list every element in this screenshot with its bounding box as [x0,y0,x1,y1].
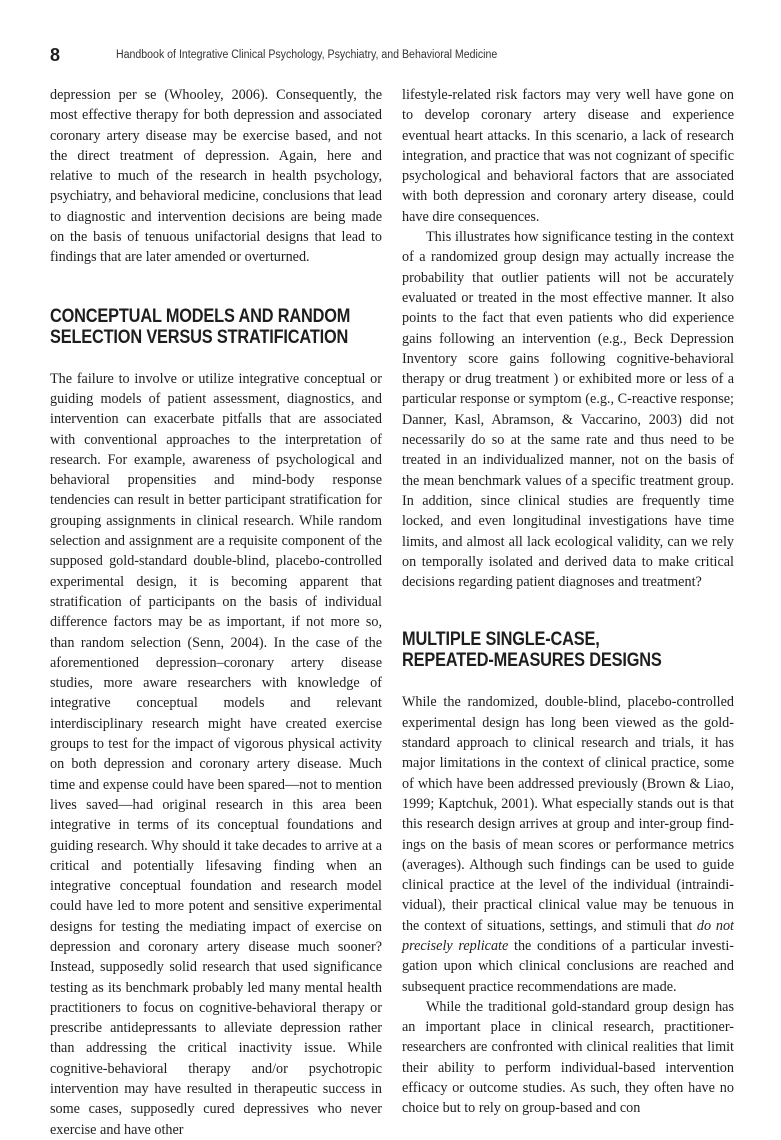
right-column [402,85,734,1119]
heading-line: SELECTION VERSUS STRATIFICATION [50,326,349,348]
running-head: Handbook of Integrative Clinical Psychology, Psychiatry, and Behavioral Medicine [116,49,498,61]
body-paragraph: depression per se (Whooley, 2006). Consequently, the most effective therapy for both depression and associated coronary artery disease may be exercise based, and not the direct treatment of depression. Again, here and relative to much of the research in health psychology, psychiatry, and behavioral medicine, conclusions that lead to diagnostic and intervention decisions are being made on the basis of tenuous unifactorial designs that lead to findings that are later amended or overturned. [50,87,382,266]
body-paragraph: lifestyle-related risk factors may very well have gone on to develop coronary artery disease and experience eventual heart attacks. In this scenario, a lack of research integration, and practice that was not cognizant of specific psychological and behavioral factors that are associated with both depression and coronary artery disease, could have dire consequences. [402,87,734,225]
paragraph-text: the conditions of a particular investigation upon which clinical conclusions are reached and subsequent practice recommendations are made. [402,937,734,995]
section-heading-multiple-single-case [402,629,737,671]
emphasized-text: do not precisely replicate [402,917,734,954]
heading-line: REPEATED-MEASURES DESIGNS [402,650,662,672]
page-number: 8 [50,45,61,65]
paragraph-text: While the randomized, double-blind, placebo-controlled experimental design has long been viewed as the gold-standard approach to clinical research and trials, it has major limitations in the context of clinical practice, some of which have been addressed previously (Brown & Liao, 1999; Kaptchuk, 2001). What especially stands out is that this research design arrives at group and inter-group findings on the basis of mean scores or performance metrics (averages). Although such findings can be used to guide clinical practice at the level of the individual (intraindividual), their practical clinical value may be tenuous in the context of situations, settings, and stimuli that [402,694,734,934]
section-heading-conceptual-models [50,306,385,348]
left-column [50,85,382,1140]
body-paragraph: While the traditional gold-standard group design has an important place in clinical research, practitioner-researchers are confronted with clinical realities that limit their ability to perform individual-based intervention efficacy or outcome studies. As such, they often have no choice but to rely on group-based and con [402,998,734,1117]
body-paragraph: This illustrates how significance testing in the context of a randomized group design may actually increase the probability that outlier patients will not be accurately evaluated or treated in the most effective manner. It also points to the fact that even patients who did experience gains following an intervention (e.g., Beck Depression Inventory score gains following cognitive-behavioral therapy or drug treatment ) or exhibited more or less of a particular response or symptom (e.g., C-reactive response; Danner, Kasl, Abramson, & Vaccarino, 2003) did not necessarily do so at the same rate and thus need to be treated in an individualized manner, not on the basis of the mean benchmark values of a specific treatment group. In addition, since clinical studies are frequently time locked, and even longitudinal investigations have time limits, and almost all lack ecological validity, can we rely on temporally isolated and derived data to make critical decisions regarding patient diagnoses and treatment? [402,229,734,591]
body-paragraph [402,692,734,996]
heading-line: MULTIPLE SINGLE-CASE, [402,629,600,651]
heading-line: CONCEPTUAL MODELS AND RANDOM [50,305,351,327]
body-paragraph: The failure to involve or utilize integrative conceptual or guiding models of patient assessment, diagnostics, and intervention can exacerbate pitfalls that are associated with conventional approaches to the interpretation of research. For example, awareness of psychological and behavioral propensities and mind-body response tendencies can result in better participant stratification for grouping assignments in clinical research. While random selection and assignment are a requisite component of the supposed gold-standard double-blind, placebo-controlled experimental design, it is becoming apparent that stratification of participants on the basis of individual difference factors may be as important, if not more so, than random selection (Senn, 2004). In the case of the aforementioned depression–coronary artery disease studies, more aware researchers with knowledge of integrative conceptual models and relevant interdisciplinary research might have created exercise groups to test for the impact of vigorous physical activity on both depression and coronary artery disease. Much time and expense could have been spared—not to mention lives saved—had original research in this area been integrative in terms of its conceptual foundations and guiding research. Why should it take decades to arrive at a critical and potentially lifesaving finding when an integrative conceptual foundation and research model could have led to more potent and sensitive experimental designs for testing the mediating impact of exercise on depression and coronary artery disease much sooner? Instead, supposedly solid research that used significance testing as its benchmark probably led many mental health practitioners to focus on cognitive-behavioral therapy or prescribe antidepressants to alleviate depression rather than addressing the critical inactivity issue. While cognitive-behavioral therapy and/or psychotropic intervention may have resulted in therapeutic success in some cases, supposedly cured depressives who never exercise and have other [50,370,382,1138]
